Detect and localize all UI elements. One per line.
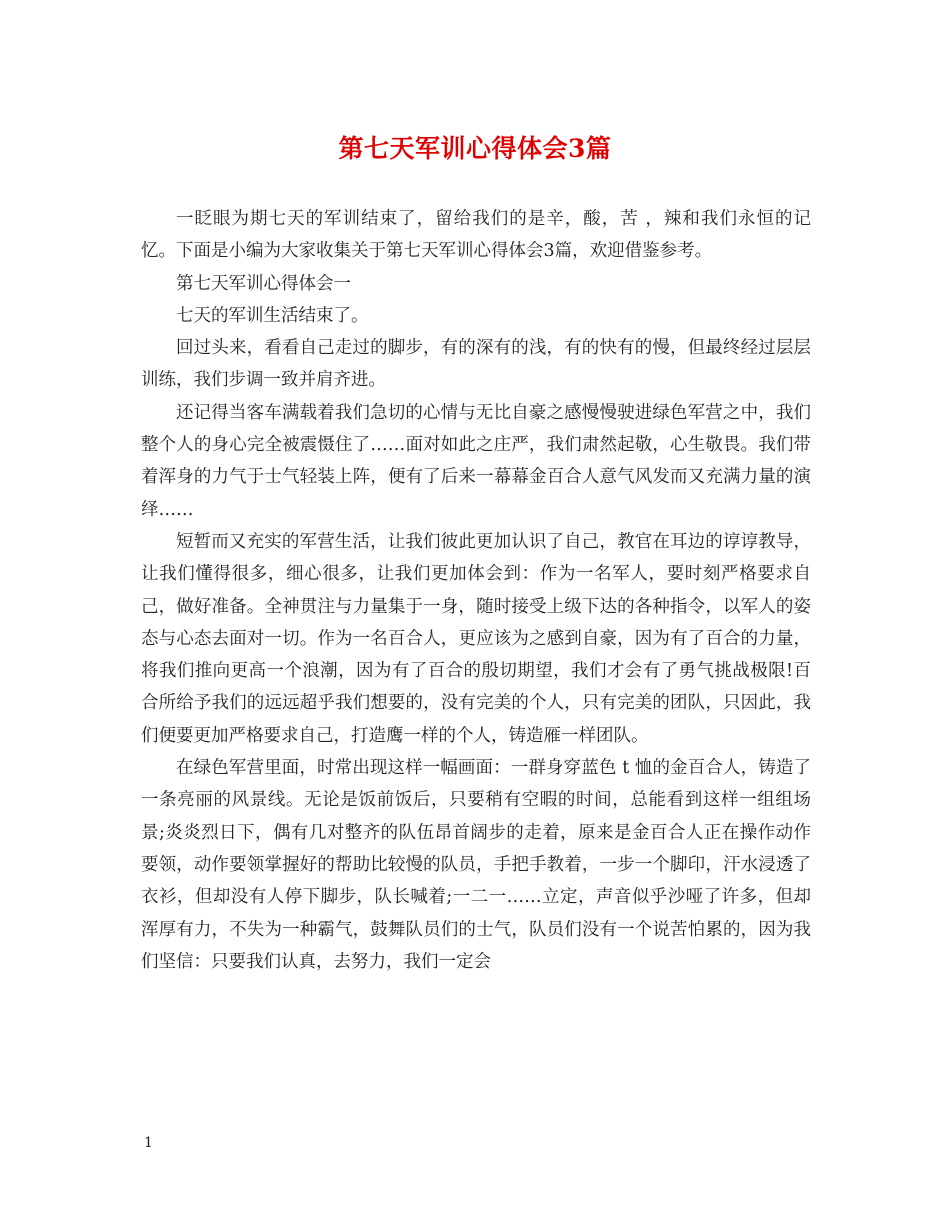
paragraph: 短暂而又充实的军营生活，让我们彼此更加认识了自己，教官在耳边的谆谆教导，让我们懂得很多，细心很多，让我们更加体会到：作为一名军人，要时刻严格要求自己，做好准备。全神贯注与力量集于一身，随时接受上级下达的各种指令，以军人的姿态与心态去面对一切。作为一名百合人，更应该为之感到自豪，因为有了百合的力量，将我们推向更高一个浪潮，因为有了百合的殷切期望，我们才会有了勇气挑战极限!百合所给予我们的远远超乎我们想要的，没有完美的个人，只有完美的团队，只因此，我们便要更加严格要求自己，打造鹰一样的个人，铸造雁一样团队。 bbox=[141, 531, 811, 746]
paragraph: 在绿色军营里面，时常出现这样一幅画面：一群身穿蓝色 t 恤的金百合人，铸造了一条亮丽的风景线。无论是饭前饭后，只要稍有空暇的时间，总能看到这样一组组场景;炎炎烈日下，偶有几对整齐的队伍昂首阔步的走着，原来是金百合人正在操作动作要领，动作要领掌握好的帮助比较慢的队员，手把手教着，一步一个脚印，汗水浸透了衣衫，但却没有人停下脚步，队长喊着;一二一……立定，声音似乎沙哑了许多，但却浑厚有力，不失为一种霸气，鼓舞队员们的士气，队员们没有一个说苦怕累的，因为我们坚信：只要我们认真，去努力，我们一定会 bbox=[141, 758, 811, 972]
document-body bbox=[141, 203, 811, 978]
paragraph-intro: 一眨眼为期七天的军训结束了，留给我们的是辛，酸，苦 ，辣和我们永恒的记忆。下面是小编为大家收集关于第七天军训心得体会3篇，欢迎借鉴参考。 bbox=[141, 209, 811, 262]
page-number: 1 bbox=[144, 1135, 153, 1151]
document-title: 第七天军训心得体会3篇 bbox=[338, 134, 612, 163]
paragraph: 七天的军训生活结束了。 bbox=[176, 305, 369, 326]
section-heading: 第七天军训心得体会一 bbox=[176, 273, 351, 294]
paragraph: 回过头来，看看自己走过的脚步，有的深有的浅，有的快有的慢，但最终经过层层训练，我们步调一致并肩齐进。 bbox=[141, 338, 811, 391]
paragraph: 还记得当客车满载着我们急切的心情与无比自豪之感慢慢驶进绿色军营之中，我们整个人的身心完全被震慑住了……面对如此之庄严，我们肃然起敬，心生敬畏。我们带着浑身的力气于士气轻装上阵，便有了后来一幕幕金百合人意气风发而又充满力量的演绎…… bbox=[141, 402, 811, 520]
